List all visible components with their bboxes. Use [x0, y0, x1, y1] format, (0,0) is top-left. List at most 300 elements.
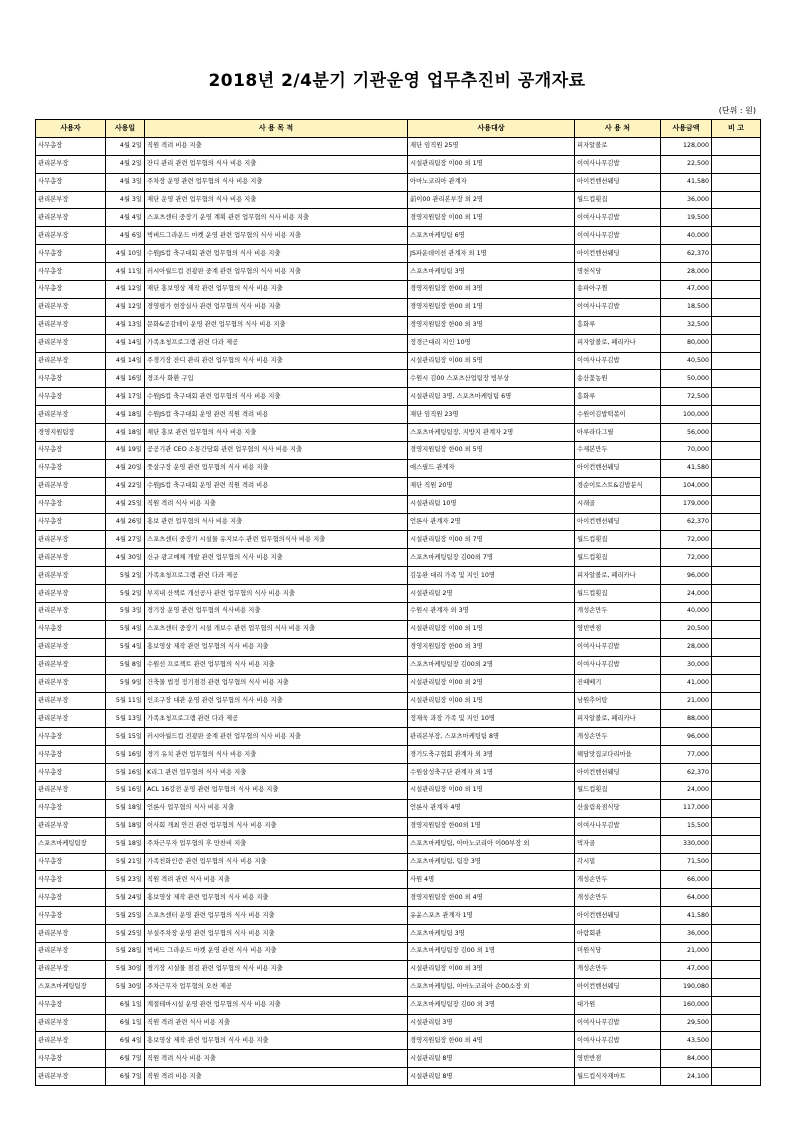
cell-purpose: 가족초청프로그램 관련 다과 제공 — [145, 710, 408, 728]
cell-date: 5월 21일 — [106, 853, 145, 871]
cell-target: 시설관리팀장 이00 외 7명 — [408, 531, 575, 549]
cell-amount: 50,000 — [661, 370, 712, 388]
table-row — [36, 209, 761, 227]
cell-amount: 77,000 — [661, 746, 712, 764]
cell-target: 김동완 대리 가족 및 지인 10명 — [408, 567, 575, 585]
cell-note — [712, 442, 761, 460]
cell-place: 월드컵횟집 — [575, 549, 661, 567]
cell-date: 5월 30일 — [106, 978, 145, 996]
cell-date: 5월 16일 — [106, 781, 145, 799]
cell-note — [712, 263, 761, 281]
cell-place: 이여사나무김밥 — [575, 209, 661, 227]
cell-note — [712, 996, 761, 1014]
cell-target: 스포츠마케팅팀장 김00 외 1명 — [408, 942, 575, 960]
cell-date: 5월 18일 — [106, 817, 145, 835]
cell-user: 사무총장 — [36, 459, 106, 477]
cell-amount: 30,000 — [661, 656, 712, 674]
cell-date: 5월 2일 — [106, 585, 145, 603]
cell-place: 진때베기 — [575, 674, 661, 692]
cell-place: 영빈반점 — [575, 620, 661, 638]
table-row — [36, 1032, 761, 1050]
cell-target: 시설관리팀장 이00 외 5명 — [408, 352, 575, 370]
cell-note — [712, 835, 761, 853]
cell-note — [712, 281, 761, 299]
cell-purpose: 주차근무자 업무협의 후 만찬비 지출 — [145, 835, 408, 853]
cell-note — [712, 942, 761, 960]
cell-purpose: 직원 격려 비용 지출 — [145, 137, 408, 155]
cell-user: 사무총장 — [36, 889, 106, 907]
cell-note — [712, 907, 761, 925]
cell-target: 시설관리팀장 이00 외 3명 — [408, 960, 575, 978]
cell-user: 관리본부장 — [36, 674, 106, 692]
cell-date: 5월 28일 — [106, 942, 145, 960]
cell-purpose: 홍보영상 제작 관련 업무협의 식사 비용 지출 — [145, 889, 408, 907]
cell-target: 스포츠마케팅팀 6명 — [408, 227, 575, 245]
header-place: 사 용 처 — [575, 120, 661, 138]
cell-user: 관리본부장 — [36, 1068, 106, 1086]
cell-user: 사무총장 — [36, 620, 106, 638]
cell-date: 4월 6일 — [106, 227, 145, 245]
cell-amount: 41,580 — [661, 173, 712, 191]
cell-target: 경영지원팀장 이00 외 1명 — [408, 209, 575, 227]
cell-purpose: 공공기관 CEO 소통간담회 관련 업무협의 식사 비용 지출 — [145, 442, 408, 460]
cell-purpose: 부지내 산책로 개선공사 관련 업무협의 식사 비용 지출 — [145, 585, 408, 603]
cell-note — [712, 424, 761, 442]
cell-amount: 70,000 — [661, 442, 712, 460]
cell-date: 4월 10일 — [106, 245, 145, 263]
cell-purpose: 러시아월드컵 전광판 중계 관련 업무협의 식사 비용 지출 — [145, 728, 408, 746]
table-row — [36, 942, 761, 960]
cell-user: 사무총장 — [36, 137, 106, 155]
table-row — [36, 245, 761, 263]
cell-place: 피자알볼로, 페리카나 — [575, 567, 661, 585]
cell-place: 산울림육점식당 — [575, 799, 661, 817]
cell-date: 4월 12일 — [106, 298, 145, 316]
table-row — [36, 567, 761, 585]
cell-note — [712, 316, 761, 334]
table-header-row — [36, 120, 761, 138]
cell-user: 사무총장 — [36, 245, 106, 263]
cell-place: 개성손만두 — [575, 603, 661, 621]
table-row — [36, 764, 761, 782]
cell-target: 스포츠마케팅팀장, 지방지 관계자 2명 — [408, 424, 575, 442]
cell-date: 6월 1일 — [106, 996, 145, 1014]
cell-note — [712, 1014, 761, 1032]
cell-amount: 36,000 — [661, 925, 712, 943]
cell-place: 영빈반점 — [575, 1050, 661, 1068]
cell-note — [712, 764, 761, 782]
table-row — [36, 513, 761, 531]
cell-purpose: 풋살구장 운영 관련 업무협의 식사 비용 지출 — [145, 459, 408, 477]
table-row — [36, 1068, 761, 1086]
cell-target: 경영지원팀장 한00 외 1명 — [408, 298, 575, 316]
cell-user: 관리본부장 — [36, 406, 106, 424]
cell-purpose: 수원JS컵 축구대회 운영 관련 직원 격려 비용 — [145, 406, 408, 424]
cell-note — [712, 549, 761, 567]
cell-amount: 96,000 — [661, 567, 712, 585]
cell-date: 5월 18일 — [106, 835, 145, 853]
cell-note — [712, 477, 761, 495]
cell-amount: 28,000 — [661, 638, 712, 656]
cell-target: 스포츠마케팅팀장 김00외 7명 — [408, 549, 575, 567]
cell-amount: 84,000 — [661, 1050, 712, 1068]
cell-user: 관리본부장 — [36, 1014, 106, 1032]
cell-date: 5월 13일 — [106, 710, 145, 728]
cell-date: 5월 25일 — [106, 925, 145, 943]
cell-amount: 62,370 — [661, 245, 712, 263]
cell-amount: 80,000 — [661, 334, 712, 352]
cell-purpose: 러시아월드컵 전광판 중계 관련 업무협의 식사 비용 지출 — [145, 263, 408, 281]
cell-purpose: 직원 격려 식사 비용 지출 — [145, 1050, 408, 1068]
cell-target: 시설관리팀 10명 — [408, 495, 575, 513]
cell-note — [712, 567, 761, 585]
cell-purpose: 가족초청프로그램 관련 다과 제공 — [145, 334, 408, 352]
cell-target: 언론사 관계자 4명 — [408, 799, 575, 817]
cell-note — [712, 334, 761, 352]
cell-amount: 21,000 — [661, 692, 712, 710]
cell-note — [712, 495, 761, 513]
cell-user: 관리본부장 — [36, 656, 106, 674]
cell-user: 사무총장 — [36, 388, 106, 406]
cell-purpose: 주차근무자 업무협의 오찬 제공 — [145, 978, 408, 996]
cell-target: 경영지원팀장 한00외 1명 — [408, 817, 575, 835]
cell-user: 사무총장 — [36, 907, 106, 925]
cell-purpose: 직원 격려 관련 식사 비용 지출 — [145, 1014, 408, 1032]
cell-target: 언론사 관계자 2명 — [408, 513, 575, 531]
table-row — [36, 334, 761, 352]
cell-place: 이여사나무김밥 — [575, 1014, 661, 1032]
cell-user: 관리본부장 — [36, 781, 106, 799]
cell-purpose: K리그 관련 업무협의 식사 비용 지출 — [145, 764, 408, 782]
cell-user: 관리본부장 — [36, 692, 106, 710]
table-row — [36, 531, 761, 549]
cell-amount: 29,500 — [661, 1014, 712, 1032]
cell-note — [712, 1050, 761, 1068]
table-row — [36, 316, 761, 334]
cell-purpose: 건축물 법정 정기점검 관련 업무협의 식사 비용 지출 — [145, 674, 408, 692]
table-row — [36, 960, 761, 978]
cell-target: 경영지원팀장 한00 외 4명 — [408, 1032, 575, 1050]
cell-amount: 72,000 — [661, 531, 712, 549]
cell-purpose: 가족초청프로그램 관련 다과 제공 — [145, 567, 408, 585]
header-user: 사용자 — [36, 120, 106, 138]
cell-date: 4월 16일 — [106, 370, 145, 388]
cell-place: 이여사나무김밥 — [575, 352, 661, 370]
cell-note — [712, 209, 761, 227]
table-row — [36, 585, 761, 603]
cell-amount: 40,000 — [661, 227, 712, 245]
cell-note — [712, 173, 761, 191]
table-row — [36, 424, 761, 442]
cell-amount: 43,500 — [661, 1032, 712, 1050]
cell-user: 관리본부장 — [36, 209, 106, 227]
cell-user: 사무총장 — [36, 728, 106, 746]
cell-place: 흥화루 — [575, 316, 661, 334]
cell-user: 관리본부장 — [36, 960, 106, 978]
cell-date: 4월 20일 — [106, 459, 145, 477]
cell-target: 스포츠마케팅팀 3명 — [408, 925, 575, 943]
cell-date: 4월 12일 — [106, 281, 145, 299]
cell-user: 사무총장 — [36, 853, 106, 871]
cell-date: 5월 4일 — [106, 638, 145, 656]
table-row — [36, 692, 761, 710]
cell-amount: 72,500 — [661, 388, 712, 406]
cell-user: 관리본부장 — [36, 352, 106, 370]
cell-note — [712, 656, 761, 674]
cell-place: 명천식당 — [575, 263, 661, 281]
cell-target: 경영지원팀장 한00 외 5명 — [408, 442, 575, 460]
cell-amount: 64,000 — [661, 889, 712, 907]
cell-target: JS파운데이션 관계자 외 1명 — [408, 245, 575, 263]
table-row — [36, 191, 761, 209]
cell-date: 4월 27일 — [106, 531, 145, 549]
cell-place: 수원이김밥떡볶이 — [575, 406, 661, 424]
table-row — [36, 638, 761, 656]
cell-user: 사무총장 — [36, 1050, 106, 1068]
cell-purpose: 문화&공감데이 운영 관련 업무협의 식사 비용 지출 — [145, 316, 408, 334]
cell-user: 사무총장 — [36, 442, 106, 460]
cell-date: 4월 25일 — [106, 495, 145, 513]
cell-amount: 28,000 — [661, 263, 712, 281]
cell-date: 5월 15일 — [106, 728, 145, 746]
cell-user: 관리본부장 — [36, 817, 106, 835]
cell-amount: 24,100 — [661, 1068, 712, 1086]
cell-amount: 160,000 — [661, 996, 712, 1014]
cell-place: 시래골 — [575, 495, 661, 513]
cell-purpose: 홍보영상 제작 관련 업무협의 식사 비용 지출 — [145, 638, 408, 656]
cell-user: 관리본부장 — [36, 638, 106, 656]
cell-date: 4월 26일 — [106, 513, 145, 531]
cell-note — [712, 781, 761, 799]
cell-place: 해담맛집코다리마을 — [575, 746, 661, 764]
table-row — [36, 925, 761, 943]
cell-target: 시설관리팀장 이00 외 1명 — [408, 620, 575, 638]
cell-place: 각시밀 — [575, 853, 661, 871]
cell-target: 시설관리팀 2명 — [408, 585, 575, 603]
cell-amount: 71,500 — [661, 853, 712, 871]
cell-place: 이여사나무김밥 — [575, 298, 661, 316]
cell-amount: 330,000 — [661, 835, 712, 853]
cell-note — [712, 728, 761, 746]
cell-purpose: 수원JS컵 축구대회 관련 업무협의 식사 비용 지출 — [145, 245, 408, 263]
cell-purpose: 부설주차장 운영 관련 업무협의 식사 비용 지출 — [145, 925, 408, 943]
table-row — [36, 370, 761, 388]
cell-note — [712, 459, 761, 477]
cell-user: 사무총장 — [36, 871, 106, 889]
table-row — [36, 298, 761, 316]
cell-date: 4월 17일 — [106, 388, 145, 406]
cell-purpose: 언론사 업무협의 식사 비용 지출 — [145, 799, 408, 817]
cell-amount: 18,500 — [661, 298, 712, 316]
cell-date: 4월 18일 — [106, 406, 145, 424]
cell-date: 5월 9일 — [106, 674, 145, 692]
table-row — [36, 442, 761, 460]
cell-place: 월드컵횟집 — [575, 531, 661, 549]
cell-note — [712, 978, 761, 996]
cell-purpose: 홍보영상 제작 관련 업무협의 식사 비용 지출 — [145, 1032, 408, 1050]
cell-note — [712, 585, 761, 603]
cell-user: 사무총장 — [36, 263, 106, 281]
cell-amount: 21,000 — [661, 942, 712, 960]
header-date: 사용일 — [106, 120, 145, 138]
cell-date: 5월 3일 — [106, 603, 145, 621]
cell-user: 관리본부장 — [36, 316, 106, 334]
cell-note — [712, 388, 761, 406]
cell-target: 스포츠마케팅팀, 아마노코리아 손00소장 외 — [408, 978, 575, 996]
table-row — [36, 853, 761, 871]
cell-amount: 24,000 — [661, 585, 712, 603]
cell-amount: 72,000 — [661, 549, 712, 567]
cell-purpose: 경기 유치 관련 업무협의 식사 비용 지출 — [145, 746, 408, 764]
table-row — [36, 746, 761, 764]
cell-note — [712, 137, 761, 155]
cell-amount: 96,000 — [661, 728, 712, 746]
table-row — [36, 173, 761, 191]
cell-date: 5월 16일 — [106, 764, 145, 782]
cell-note — [712, 960, 761, 978]
cell-user: 사무총장 — [36, 173, 106, 191]
cell-place: 이여사나무김밥 — [575, 638, 661, 656]
cell-note — [712, 817, 761, 835]
cell-note — [712, 853, 761, 871]
cell-target: 수원시 관계자 외 3명 — [408, 603, 575, 621]
cell-amount: 62,370 — [661, 513, 712, 531]
cell-date: 4월 14일 — [106, 334, 145, 352]
table-row — [36, 603, 761, 621]
cell-amount: 20,500 — [661, 620, 712, 638]
cell-target: 재단 임직원 25명 — [408, 137, 575, 155]
cell-note — [712, 1032, 761, 1050]
cell-note — [712, 298, 761, 316]
cell-date: 4월 14일 — [106, 352, 145, 370]
cell-target: 경영지원팀장 한00 외 3명 — [408, 316, 575, 334]
cell-amount: 24,000 — [661, 781, 712, 799]
cell-target: 유윤스포츠 관계자 1명 — [408, 907, 575, 925]
cell-place: 먹자골 — [575, 835, 661, 853]
cell-target: 에스필드 관계자 — [408, 459, 575, 477]
cell-user: 관리본부장 — [36, 585, 106, 603]
cell-note — [712, 406, 761, 424]
cell-target: 스포츠마케팅팀, 팀장 3명 — [408, 853, 575, 871]
cell-note — [712, 370, 761, 388]
cell-purpose: 신규 광고매체 개발 관련 업무협의 식사 비용 지출 — [145, 549, 408, 567]
cell-place: 이여사나무김밥 — [575, 656, 661, 674]
cell-purpose: 직원 격려 관련 식사 비용 지출 — [145, 871, 408, 889]
cell-user: 스포츠마케팅팀장 — [36, 835, 106, 853]
cell-purpose: 수원JS컵 축구대회 운영 관련 직원 격려 비용 — [145, 477, 408, 495]
table-row — [36, 495, 761, 513]
cell-date: 4월 3일 — [106, 173, 145, 191]
table-row — [36, 996, 761, 1014]
cell-purpose: 이사회 개최 안건 관련 업무협의 식사 비용 지출 — [145, 817, 408, 835]
cell-date: 6월 1일 — [106, 1014, 145, 1032]
header-target: 사용대상 — [408, 120, 575, 138]
cell-note — [712, 603, 761, 621]
cell-place: 아이컨벤션웨딩 — [575, 459, 661, 477]
table-row — [36, 263, 761, 281]
cell-target: 시설관리팀장 이00 외 1명 — [408, 781, 575, 799]
cell-place: 아이컨벤션웨딩 — [575, 245, 661, 263]
cell-user: 경영지원팀장 — [36, 424, 106, 442]
cell-place: 송파아구찜 — [575, 281, 661, 299]
cell-user: 스포츠마케팅팀장 — [36, 978, 106, 996]
cell-place: 아람회관 — [575, 925, 661, 943]
cell-note — [712, 889, 761, 907]
header-amount: 사용금액 — [661, 120, 712, 138]
unit-label: (단위 : 원) — [718, 106, 756, 115]
cell-note — [712, 692, 761, 710]
cell-target: 시설관리팀 8명 — [408, 1068, 575, 1086]
document-title: 2018년 2/4분기 기관운영 업무추진비 공개자료 — [208, 71, 586, 91]
cell-purpose: 주경기장 잔디 관리 관련 업무협의 식사 비용 지출 — [145, 352, 408, 370]
cell-amount: 47,000 — [661, 281, 712, 299]
cell-purpose: 경기장 운영 관련 업무협의 식사비용 지출 — [145, 603, 408, 621]
cell-date: 5월 8일 — [106, 656, 145, 674]
cell-user: 관리본부장 — [36, 191, 106, 209]
table-row — [36, 388, 761, 406]
cell-amount: 19,500 — [661, 209, 712, 227]
cell-amount: 88,000 — [661, 710, 712, 728]
cell-purpose: 인조구장 대관 운영 관련 업무협의 식사 비용 지출 — [145, 692, 408, 710]
cell-user: 사무총장 — [36, 764, 106, 782]
table-row — [36, 728, 761, 746]
cell-date: 5월 2일 — [106, 567, 145, 585]
cell-purpose: 가족친화인증 관련 업무협의 식사 비용 지출 — [145, 853, 408, 871]
cell-purpose: 수원JS컵 축구대회 관련 업무협의 식사 비용 지출 — [145, 388, 408, 406]
cell-target: 정경근대리 지인 10명 — [408, 334, 575, 352]
cell-place: 미원식당 — [575, 942, 661, 960]
table-row — [36, 871, 761, 889]
table-row — [36, 710, 761, 728]
cell-place: 송산꽃농원 — [575, 370, 661, 388]
cell-place: 이여사나무김밥 — [575, 227, 661, 245]
cell-place: 월드컵식자재마트 — [575, 1068, 661, 1086]
cell-note — [712, 638, 761, 656]
cell-target: 정재욱 과장 가족 및 지인 10명 — [408, 710, 575, 728]
cell-target: 시설관리팀 8명 — [408, 1050, 575, 1068]
table-row — [36, 155, 761, 173]
table-row — [36, 889, 761, 907]
cell-amount: 15,500 — [661, 817, 712, 835]
table-row — [36, 907, 761, 925]
cell-purpose: 직원 격려 비용 지출 — [145, 1068, 408, 1086]
cell-user: 사무총장 — [36, 996, 106, 1014]
expense-table — [35, 119, 761, 1086]
table-row — [36, 674, 761, 692]
cell-place: 이여사나무김밥 — [575, 155, 661, 173]
cell-user: 관리본부장 — [36, 710, 106, 728]
cell-place: 개성손만두 — [575, 889, 661, 907]
table-row — [36, 406, 761, 424]
cell-date: 5월 11일 — [106, 692, 145, 710]
cell-date: 4월 13일 — [106, 316, 145, 334]
cell-note — [712, 674, 761, 692]
cell-place: 아이컨벤션웨딩 — [575, 513, 661, 531]
cell-date: 6월 4일 — [106, 1032, 145, 1050]
cell-user: 사무총장 — [36, 513, 106, 531]
cell-note — [712, 871, 761, 889]
cell-amount: 32,500 — [661, 316, 712, 334]
cell-place: 피자알볼로 — [575, 137, 661, 155]
cell-place: 경순이토스트&김밥분식 — [575, 477, 661, 495]
cell-place: 월드컵횟집 — [575, 191, 661, 209]
cell-target: 관리본부장, 스포츠마케팅팀 8명 — [408, 728, 575, 746]
cell-purpose: 스포츠센터 중장기 운영 계획 관련 업무협의 식사 비용 지출 — [145, 209, 408, 227]
cell-date: 5월 16일 — [106, 746, 145, 764]
cell-place: 이여사나무김밥 — [575, 1032, 661, 1050]
table-row — [36, 549, 761, 567]
cell-amount: 117,000 — [661, 799, 712, 817]
